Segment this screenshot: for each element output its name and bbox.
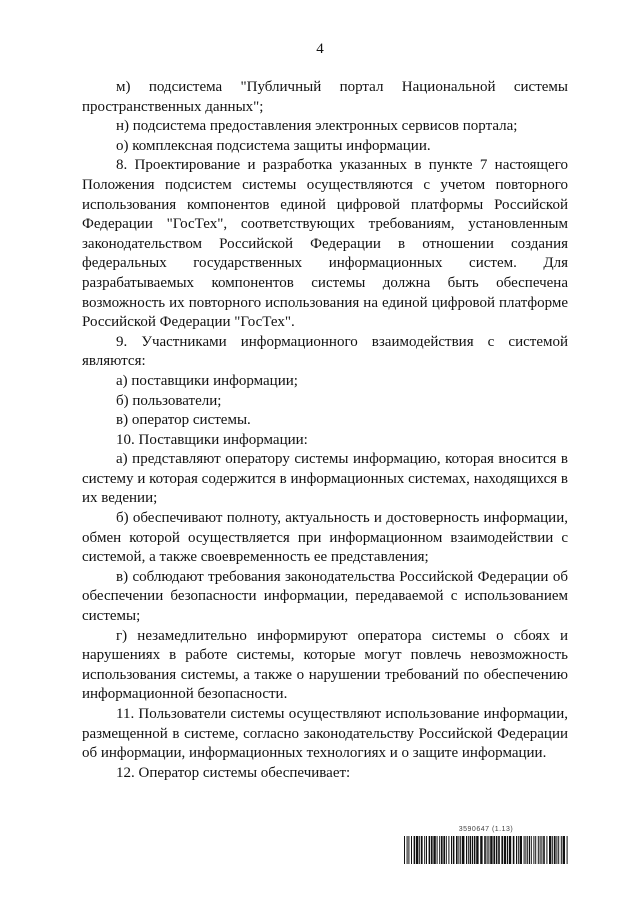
paragraph-clause-10-g: г) незамедлительно информируют оператора системы о сбоях и нарушениях в работе системы, которые могут повлечь невозможность использования системы, а также о нарушении требований по обеспечению информационной безопасности.: [82, 627, 568, 703]
stamp-code: 3590647 (1.13): [458, 826, 514, 833]
document-stamp: [404, 826, 568, 864]
barcode-icon: [404, 836, 568, 864]
paragraph-clause-10-b: б) обеспечивают полноту, актуальность и достоверность информации, обмен которой осуществляется при информационном взаимодействии с системой, а также своевременность ее представления;: [82, 510, 568, 566]
paragraph-subsystem-n: н) подсистема предоставления электронных сервисов портала;: [116, 118, 518, 135]
paragraph-clause-10-v: в) соблюдают требования законодательства Российской Федерации об обеспечении безопасности информации, передаваемой с использованием системы;: [82, 568, 568, 625]
paragraph-clause-8: 8. Проектирование и разработка указанных в пункте 7 настоящего Положения подсистем системы осуществляются с учетом повторного использования компонентов единой цифровой платформы Российской Федерации "ГосТех", соответствующих требованиям, установленным законодательством Российской Федерации в отношении создания федеральных государственных информационных систем. Для разрабатываемых компонентов системы должна быть обеспечена возможность их повторного использования на единой цифровой платформе Российской Федерации "ГосТех".: [82, 157, 568, 331]
paragraph-subsystem-m: м) подсистема "Публичный портал Национальной системы пространственных данных";: [82, 79, 568, 115]
paragraph-clause-9: 9. Участниками информационного взаимодействия с системой являются:: [82, 333, 568, 370]
page-number: 4: [316, 41, 324, 57]
document-body: [82, 78, 568, 783]
paragraph-subsystem-o: о) комплексная подсистема защиты информации.: [116, 137, 431, 154]
paragraph-clause-10-a: а) представляют оператору системы информацию, которая вносится в систему и которая содержится в информационных системах, находящихся в их ведении;: [82, 451, 568, 507]
paragraph-clause-9-v: в) оператор системы.: [116, 412, 251, 429]
paragraph-clause-9-b: б) пользователи;: [116, 392, 222, 409]
paragraph-clause-11: 11. Пользователи системы осуществляют использование информации, размещенной в системе, согласно законодательству Российской Федерации об информации, информационных технологиях и о защите информации.: [82, 706, 568, 762]
paragraph-clause-10: 10. Поставщики информации:: [116, 431, 308, 448]
paragraph-clause-12: 12. Оператор системы обеспечивает:: [116, 764, 351, 781]
paragraph-clause-9-a: а) поставщики информации;: [116, 372, 298, 389]
